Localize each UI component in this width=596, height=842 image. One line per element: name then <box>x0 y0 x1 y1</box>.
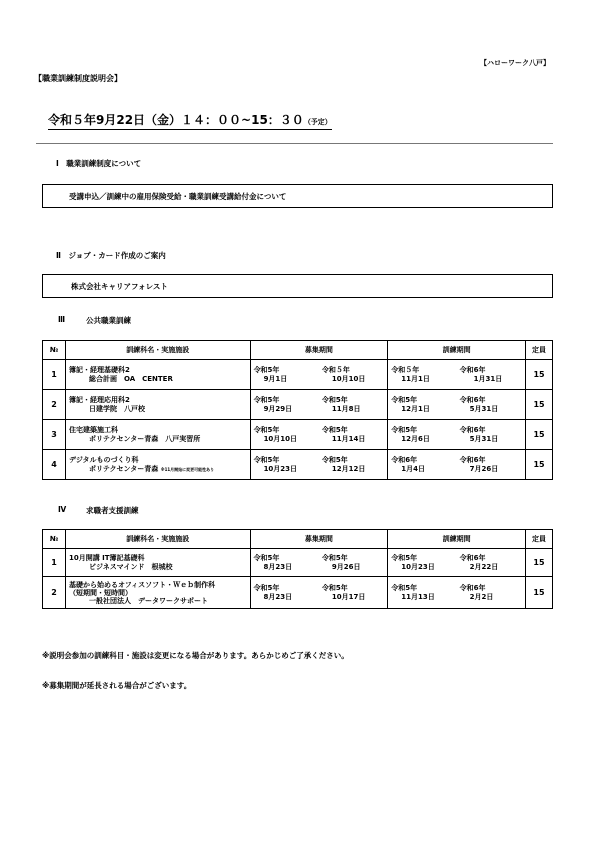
row-course <box>65 390 250 420</box>
row-no: 3 <box>43 420 66 450</box>
header-course: 訓練科名・実施施設 <box>65 530 250 549</box>
recruit-start-year: 令和5年 <box>253 553 280 562</box>
training-start-year: 令和５年 <box>391 365 420 374</box>
training-end-year: 令和6年 <box>459 365 486 374</box>
recruit-start-date: 10月10日 <box>263 434 298 443</box>
table-row <box>43 577 553 609</box>
table-row <box>43 450 553 480</box>
row-capacity: 15 <box>526 360 553 390</box>
row-course <box>65 577 250 609</box>
header-capacity: 定員 <box>526 530 553 549</box>
table-header-row <box>43 530 553 549</box>
recruit-start-year: 令和5年 <box>253 365 280 374</box>
training-end-year: 令和6年 <box>459 553 486 562</box>
course-name: 住宅建築施工科 <box>68 425 118 434</box>
footer-note-change: ※説明会参加の訓練科目・施設は変更になる場合があります。あらかじめご了承ください。 <box>42 651 349 660</box>
row-no: 1 <box>43 549 66 577</box>
row-recruit-period <box>250 420 388 450</box>
row-training-period <box>388 577 526 609</box>
section3-title: 公共職業訓練 <box>86 316 131 325</box>
section4-title: 求職者支援訓練 <box>86 506 139 515</box>
header-recruit-period: 募集期間 <box>250 341 388 360</box>
event-date-main: 令和５年9月22日（金）１４：００~15：３０ <box>48 113 304 127</box>
course-facility: ポリテクセンター青森 八戸実習所 <box>88 434 201 443</box>
row-no: 4 <box>43 450 66 480</box>
training-start-date: 12月1日 <box>401 404 430 413</box>
row-capacity: 15 <box>526 549 553 577</box>
row-recruit-period <box>250 549 388 577</box>
recruit-end-year: 令和5年 <box>321 425 348 434</box>
course-name: 簿記・経理応用科2 <box>68 395 130 404</box>
recruit-end-year: 令和5年 <box>321 455 348 464</box>
training-end-date: 2月2日 <box>469 592 494 601</box>
training-end-date: 7月26日 <box>469 464 499 473</box>
header-training-period: 訓練期間 <box>388 341 526 360</box>
course-facility: ビジネスマインド 根城校 <box>88 562 173 571</box>
page-title: 【職業訓練制度説明会】 <box>34 74 122 83</box>
footer-note-extension: ※募集期間が延長される場合がございます。 <box>42 681 192 690</box>
recruit-end-date: 10月10日 <box>331 374 366 383</box>
event-date-note: （予定） <box>303 118 332 126</box>
row-recruit-period <box>250 450 388 480</box>
section4-number: Ⅳ <box>58 505 67 514</box>
course-subtitle: （短期間・短時間） <box>68 588 132 597</box>
row-course <box>65 420 250 450</box>
divider <box>36 143 553 144</box>
recruit-end-year: 令和5年 <box>321 583 348 592</box>
row-training-period <box>388 450 526 480</box>
row-recruit-period <box>250 390 388 420</box>
recruit-start-year: 令和5年 <box>253 395 280 404</box>
recruit-start-year: 令和5年 <box>253 583 280 592</box>
recruit-start-year: 令和5年 <box>253 455 280 464</box>
table-row <box>43 390 553 420</box>
training-start-year: 令和5年 <box>391 395 418 404</box>
header-no: № <box>43 530 66 549</box>
row-recruit-period <box>250 577 388 609</box>
course-name: デジタルものづくり科 <box>68 455 139 464</box>
header-recruit-period: 募集期間 <box>250 530 388 549</box>
training-end-date: 1月31日 <box>473 374 503 383</box>
row-capacity: 15 <box>526 450 553 480</box>
table-row <box>43 360 553 390</box>
training-start-date: 1月4日 <box>401 464 426 473</box>
training-end-year: 令和6年 <box>459 455 486 464</box>
row-course <box>65 360 250 390</box>
recruit-end-year: 令和5年 <box>321 395 348 404</box>
row-course <box>65 549 250 577</box>
recruit-end-date: 10月17日 <box>331 592 366 601</box>
course-facility: 一般社団法人 データワークサポート <box>88 596 208 605</box>
public-training-table <box>42 340 553 480</box>
recruit-start-date: 9月29日 <box>263 404 293 413</box>
training-start-year: 令和5年 <box>391 583 418 592</box>
event-date <box>48 111 332 130</box>
course-facility-line <box>69 465 250 474</box>
table-row <box>43 420 553 450</box>
training-end-year: 令和6年 <box>459 425 486 434</box>
recruit-start-date: 10月23日 <box>263 464 298 473</box>
section1-box-text: 受講申込／訓練中の雇用保険受給・職業訓練受講給付金について <box>69 191 287 201</box>
row-no: 2 <box>43 390 66 420</box>
section2-box <box>42 274 553 298</box>
recruit-end-date: 11月8日 <box>331 404 361 413</box>
recruit-end-year: 令和5年 <box>321 553 348 562</box>
row-training-period <box>388 360 526 390</box>
training-end-date: 5月31日 <box>469 404 499 413</box>
row-no: 1 <box>43 360 66 390</box>
recruit-end-date: 11月14日 <box>331 434 366 443</box>
recruit-end-year: 令和５年 <box>321 365 350 374</box>
row-training-period <box>388 390 526 420</box>
row-capacity: 15 <box>526 577 553 609</box>
header-capacity: 定員 <box>526 341 553 360</box>
recruit-start-date: 8月23日 <box>263 592 293 601</box>
training-end-year: 令和6年 <box>459 395 486 404</box>
training-start-date: 11月13日 <box>401 592 435 601</box>
course-facility: 日建学院 八戸校 <box>88 404 145 413</box>
recruit-start-date: 9月1日 <box>263 374 288 383</box>
row-capacity: 15 <box>526 420 553 450</box>
training-end-year: 令和6年 <box>459 583 486 592</box>
row-capacity: 15 <box>526 390 553 420</box>
recruit-start-date: 8月23日 <box>263 562 293 571</box>
section2-title: Ⅱ ジョブ・カード作成のご案内 <box>56 251 166 260</box>
course-name: 基礎から始めるオフィスソフト・Ｗｅｂ制作科 <box>68 580 216 589</box>
table-row <box>43 549 553 577</box>
course-name: 簿記・経理基礎科2 <box>68 365 130 374</box>
header-training-period: 訓練期間 <box>388 530 526 549</box>
training-start-year: 令和5年 <box>391 425 418 434</box>
header-course: 訓練科名・実施施設 <box>65 341 250 360</box>
section1-title: Ⅰ 職業訓練制度について <box>56 159 142 168</box>
training-start-date: 11月1日 <box>401 374 430 383</box>
organization-label: 【ハローワーク八戸】 <box>480 59 550 67</box>
row-recruit-period <box>250 360 388 390</box>
row-training-period <box>388 420 526 450</box>
course-note: ※11月開始に変更可能性あり <box>160 466 215 472</box>
row-course <box>65 450 250 480</box>
section2-box-text: 株式会社キャリアフォレスト <box>71 281 168 291</box>
course-facility: ポリテクセンター青森 <box>88 464 159 473</box>
header-no: № <box>43 341 66 360</box>
row-no: 2 <box>43 577 66 609</box>
training-start-date: 12月6日 <box>401 434 430 443</box>
section3-number: Ⅲ <box>58 315 66 324</box>
training-end-date: 2月22日 <box>469 562 499 571</box>
recruit-start-year: 令和5年 <box>253 425 280 434</box>
training-start-date: 10月23日 <box>401 562 435 571</box>
recruit-end-date: 9月26日 <box>331 562 361 571</box>
section1-box <box>42 184 553 208</box>
training-end-date: 5月31日 <box>469 434 499 443</box>
row-training-period <box>388 549 526 577</box>
recruit-end-date: 12月12日 <box>331 464 366 473</box>
course-name: 10月開講 IT簿記基礎科 <box>68 553 145 562</box>
course-facility: 総合計画 OA CENTER <box>88 374 173 383</box>
training-start-year: 令和6年 <box>391 455 418 464</box>
job-seeker-training-table <box>42 529 553 609</box>
training-start-year: 令和5年 <box>391 553 418 562</box>
table-header-row <box>43 341 553 360</box>
